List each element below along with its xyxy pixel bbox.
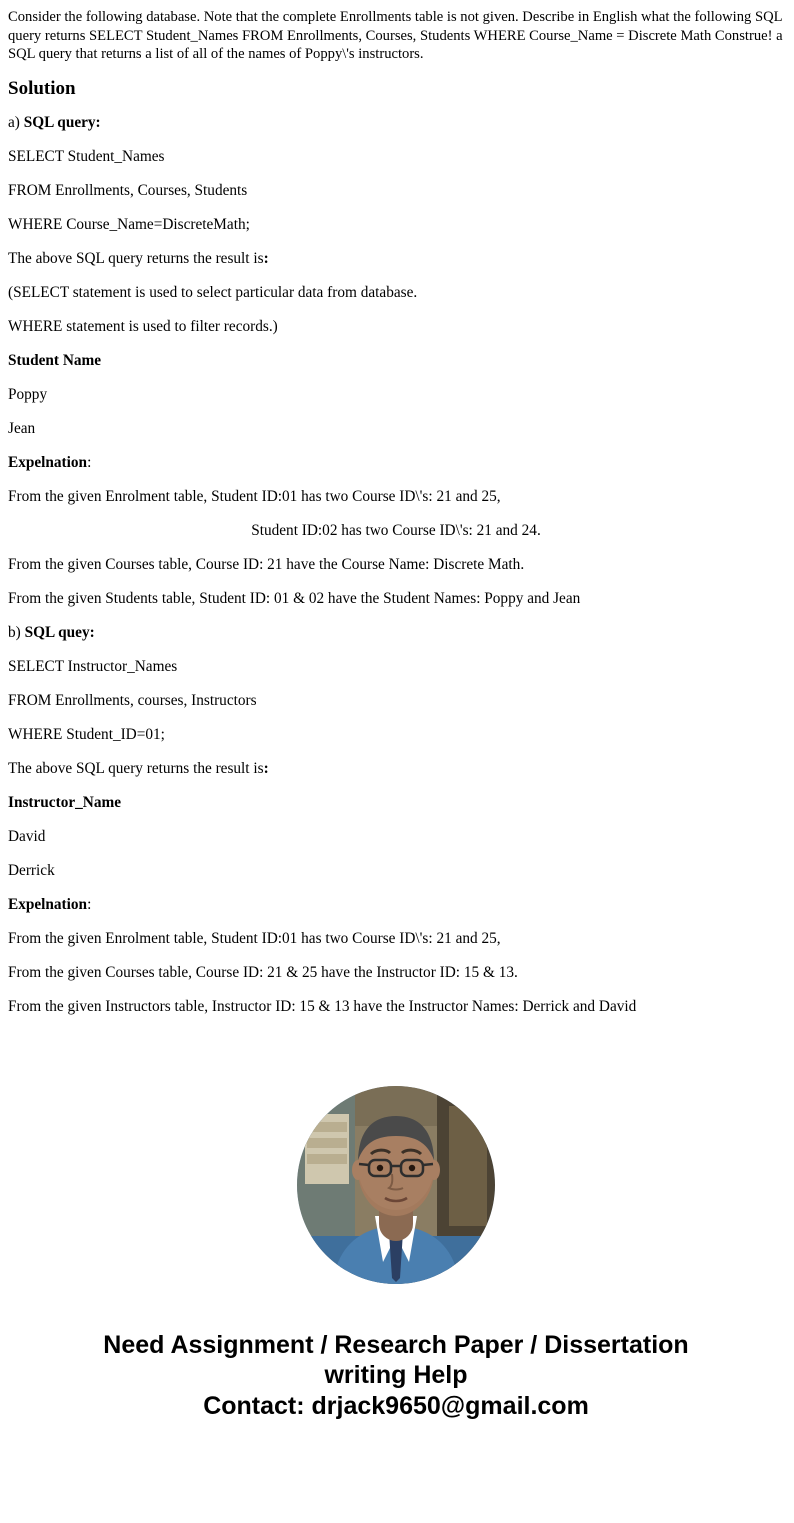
part-a-explanation-label — [8, 454, 784, 472]
part-b-explanation-line-2: From the given Courses table, Course ID: 21 & 25 have the Instructor ID: 15 & 13. — [8, 963, 518, 981]
profile-photo-illustration — [297, 1086, 495, 1284]
part-a-explanation-line-2: Student ID:02 has two Course ID\'s: 21 and 24. — [251, 521, 541, 539]
part-b-query-line-1: SELECT Instructor_Names — [8, 657, 178, 675]
part-a-label-bold: SQL query: — [23, 113, 101, 131]
part-a-result-intro-text: The above SQL query returns the result is — [8, 249, 264, 267]
part-a-query-line-3: WHERE Course_Name=DiscreteMath; — [8, 215, 250, 233]
part-a-query-line-1: SELECT Student_Names — [8, 147, 165, 165]
part-b-result-intro-text: The above SQL query returns the result is — [8, 759, 264, 777]
part-a-result-row-1: Poppy — [8, 385, 48, 403]
part-a-query-line-2: FROM Enrollments, Courses, Students — [8, 181, 248, 199]
part-a-result-intro-colon: : — [263, 249, 269, 267]
part-b-result-intro-colon: : — [263, 759, 269, 777]
part-a-explanation-label-text: Expelnation — [8, 453, 88, 471]
part-b-result-header: Instructor_Name — [8, 793, 122, 811]
part-a-note-2: WHERE statement is used to filter records.) — [8, 317, 278, 335]
part-b-query-line-3: WHERE Student_ID=01; — [8, 725, 165, 743]
part-a-note-1: (SELECT statement is used to select particular data from database. — [8, 283, 418, 301]
part-a-explanation-line-4: From the given Students table, Student ID: 01 & 02 have the Student Names: Poppy and Jean — [8, 589, 581, 607]
part-a-explanation-line-3: From the given Courses table, Course ID: 21 have the Course Name: Discrete Math. — [8, 555, 525, 573]
part-a-result-header: Student Name — [8, 351, 102, 369]
part-b-result-row-1: David — [8, 827, 46, 845]
part-a-explanation-label-colon: : — [87, 453, 92, 471]
promo-line-2: writing Help — [324, 1360, 468, 1389]
part-a-label — [8, 114, 784, 132]
promo-line-1: Need Assignment / Research Paper / Dissertation — [103, 1330, 689, 1359]
part-b-label — [8, 624, 784, 642]
part-b-result-intro — [8, 760, 784, 778]
solution-heading: Solution — [8, 77, 76, 99]
part-b-result-row-2: Derrick — [8, 861, 55, 879]
part-b-explanation-label — [8, 896, 784, 914]
avatar-container — [8, 1086, 784, 1284]
avatar — [297, 1086, 495, 1284]
part-a-explanation-line-1: From the given Enrolment table, Student ID:01 has two Course ID\'s: 21 and 25, — [8, 487, 501, 505]
part-a-result-intro — [8, 250, 784, 268]
part-a-prefix: a) — [8, 113, 24, 131]
promo-line-3: Contact: drjack9650@gmail.com — [203, 1391, 589, 1420]
part-b-prefix: b) — [8, 623, 25, 641]
question-text: Consider the following database. Note that the complete Enrollments table is not given. Describe in English what the following SQL query returns SELECT Student_Names FROM Enrollments, Courses, Students WHERE Course_Name = Discrete Math Construe! a SQL query that returns a list of all of the names of Poppy\'s instructors. — [8, 9, 783, 62]
part-a-result-row-2: Jean — [8, 419, 36, 437]
part-b-query-line-2: FROM Enrollments, courses, Instructors — [8, 691, 257, 709]
part-b-explanation-label-colon: : — [87, 895, 92, 913]
part-b-explanation-line-1: From the given Enrolment table, Student ID:01 has two Course ID\'s: 21 and 25, — [8, 929, 501, 947]
part-b-explanation-line-3: From the given Instructors table, Instructor ID: 15 & 13 have the Instructor Names: Derrick and David — [8, 997, 637, 1015]
promo-banner — [8, 1330, 784, 1441]
part-b-explanation-label-text: Expelnation — [8, 895, 88, 913]
part-b-label-bold: SQL quey: — [24, 623, 95, 641]
